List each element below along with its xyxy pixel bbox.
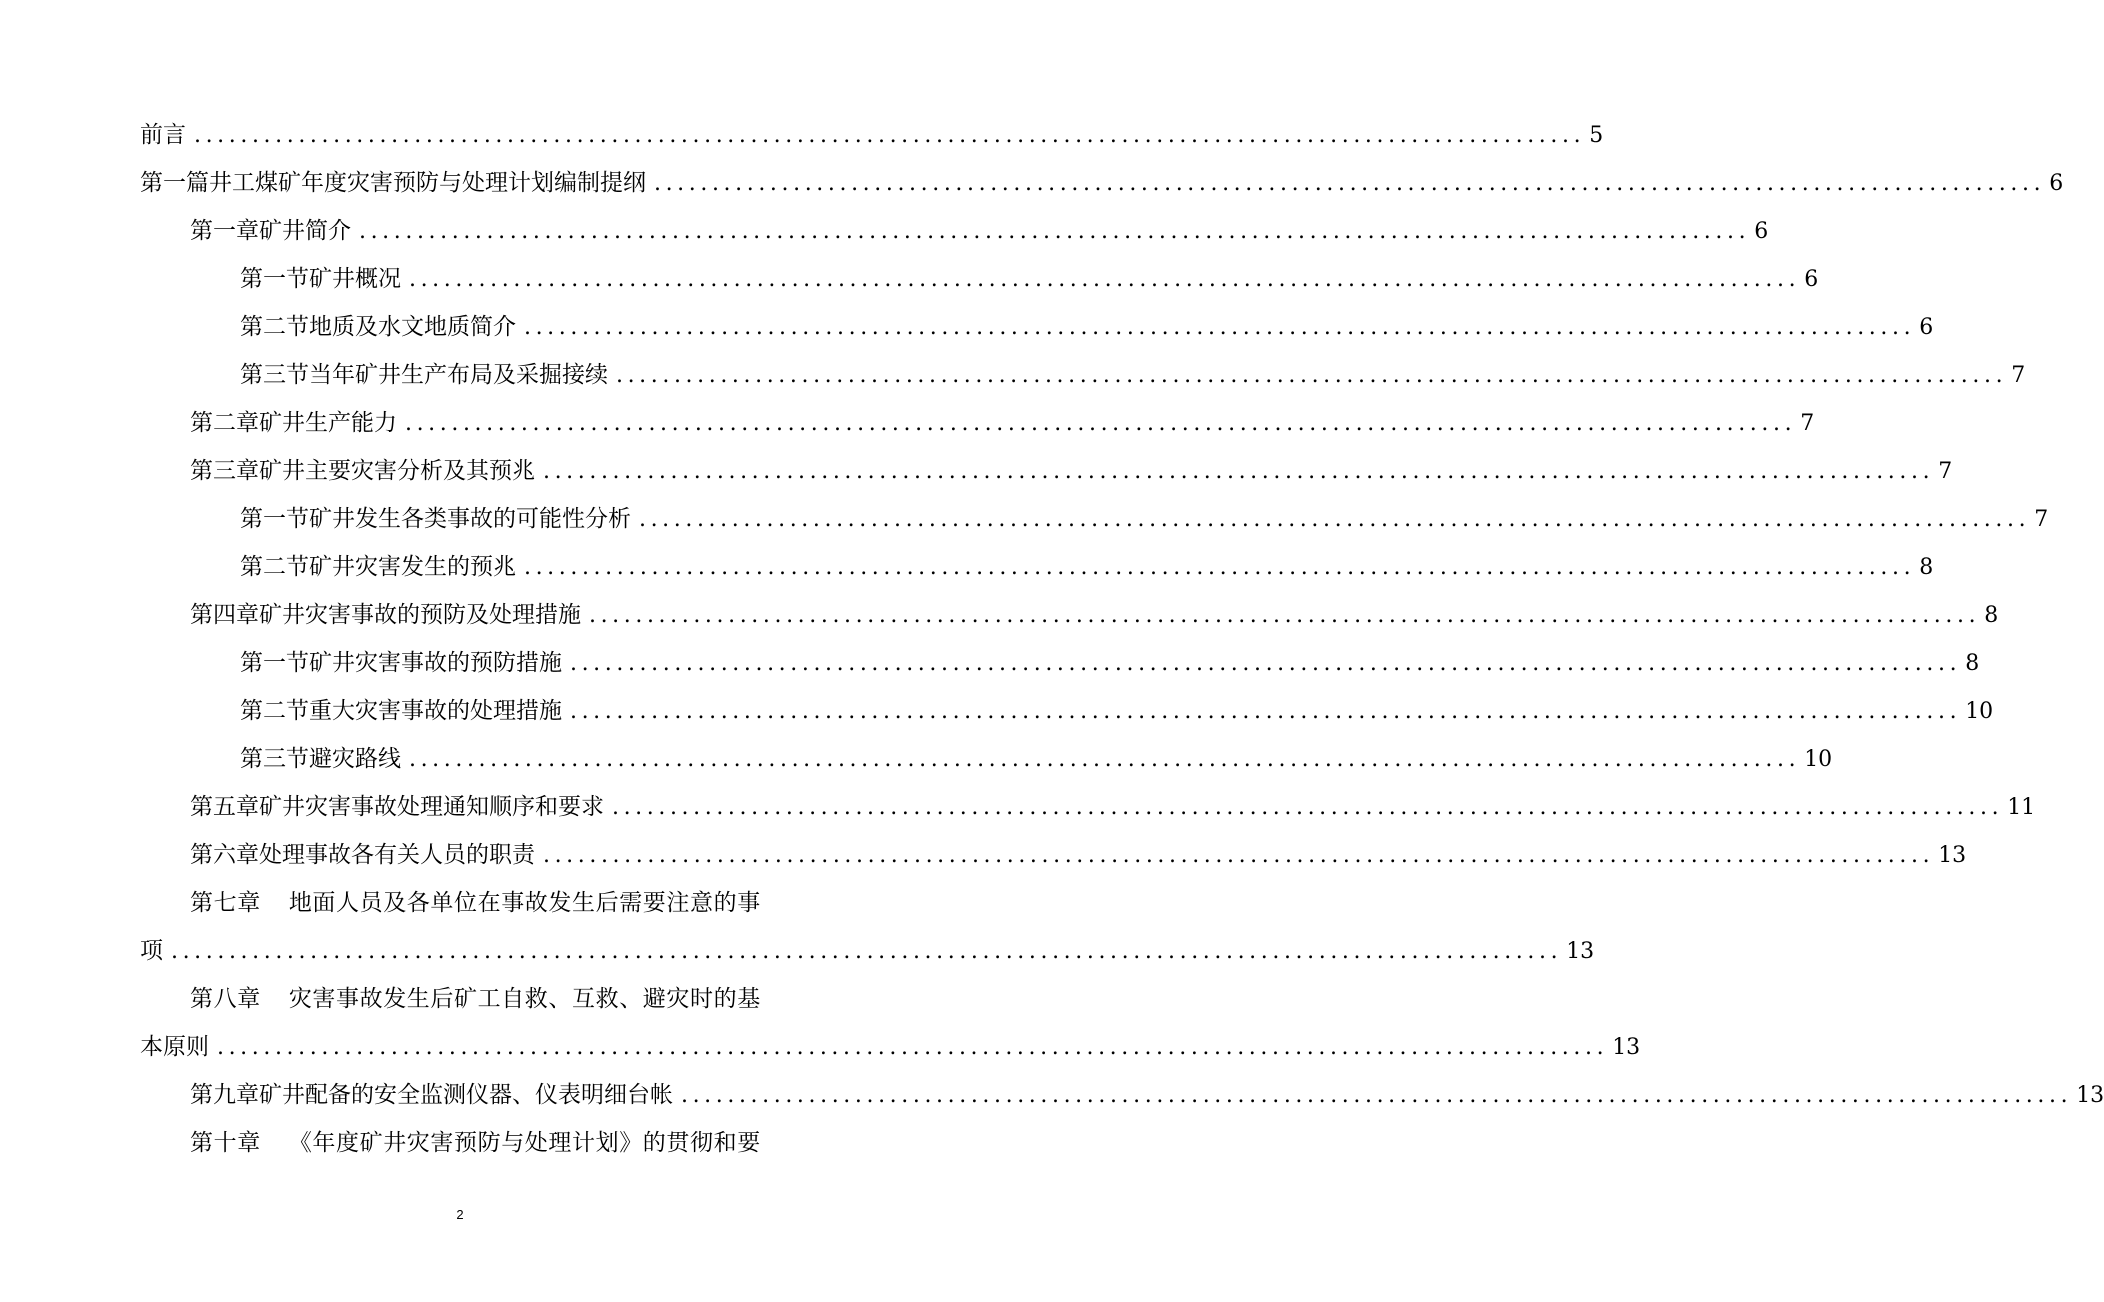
toc-leader: ........................................................................................................................	[654, 171, 2046, 196]
toc-entry[interactable]	[140, 207, 1769, 255]
toc-label: 第八章	[190, 986, 261, 1012]
toc-page-number: 8	[1965, 651, 1980, 676]
toc-entry[interactable]	[140, 495, 2049, 543]
toc-title: 避灾路线	[309, 746, 401, 772]
toc-leader: ........................................................................................................................	[524, 555, 1916, 580]
toc-leader: ........................................................................................................................	[570, 699, 1962, 724]
toc-page-number: 6	[1804, 267, 1819, 292]
toc-title: 本原则	[140, 1034, 209, 1060]
toc-label: 第二章	[190, 410, 259, 436]
toc-entry[interactable]	[140, 303, 1934, 351]
toc-label: 第二节	[240, 554, 309, 580]
toc-label: 第二节	[240, 314, 309, 340]
toc-title: 矿井生产能力	[259, 410, 397, 436]
toc-label: 第三节	[240, 746, 309, 772]
toc-entry[interactable]	[140, 1119, 780, 1167]
toc-page-number: 7	[1938, 459, 1953, 484]
toc-entry[interactable]	[140, 639, 1980, 687]
toc-leader: ........................................................................................................................	[217, 1035, 1609, 1060]
toc-leader: ........................................................................................................................	[524, 315, 1916, 340]
toc-title: 矿井概况	[309, 266, 401, 292]
toc-label: 第三节	[240, 362, 309, 388]
toc-page-number: 7	[2011, 363, 2026, 388]
toc-title: 矿井发生各类事故的可能性分析	[309, 506, 631, 532]
toc-leader: ........................................................................................................................	[543, 459, 1935, 484]
toc-page-number: 13	[1566, 939, 1595, 964]
toc-entry-continuation[interactable]	[140, 927, 1595, 975]
toc-label: 第五章	[190, 794, 259, 820]
toc-page-number: 7	[1800, 411, 1815, 436]
toc-entry[interactable]	[140, 687, 1994, 735]
toc-leader: ........................................................................................................................	[194, 123, 1586, 148]
toc-page-number: 8	[1984, 603, 1999, 628]
toc-entry[interactable]	[140, 255, 1819, 303]
toc-label: 第一节	[240, 266, 309, 292]
toc-title: 矿井灾害事故的预防及处理措施	[259, 602, 581, 628]
toc-label: 第一节	[240, 650, 309, 676]
toc-label: 第六章	[190, 842, 259, 868]
toc-entry[interactable]	[140, 975, 780, 1023]
toc-label: 言	[163, 122, 186, 148]
toc-leader: ........................................................................................................................	[616, 363, 2008, 388]
toc-label: 第四章	[190, 602, 259, 628]
toc-page-number: 6	[1754, 219, 1769, 244]
toc-title: 地质及水文地质简介	[309, 314, 516, 340]
toc-leader: ........................................................................................................................	[570, 651, 1962, 676]
toc-entry[interactable]	[140, 735, 1833, 783]
toc-entry[interactable]	[140, 399, 1815, 447]
toc-title: 矿井配备的安全监测仪器、仪表明细台帐	[259, 1082, 673, 1108]
toc-label: 第一篇	[140, 170, 209, 196]
toc-title: 重大灾害事故的处理措施	[309, 698, 562, 724]
toc-leader: ........................................................................................................................	[589, 603, 1981, 628]
toc-entry[interactable]	[140, 351, 2026, 399]
toc-title: 灾害事故发生后矿工自救、互救、避灾时的基	[288, 986, 761, 1012]
toc-label: 前	[140, 122, 163, 148]
toc-entry[interactable]	[140, 1071, 2104, 1119]
toc-page-number: 13	[1938, 843, 1967, 868]
toc-page-number: 6	[2049, 171, 2064, 196]
toc-leader: ........................................................................................................................	[405, 411, 1797, 436]
toc-leader: ........................................................................................................................	[409, 267, 1801, 292]
toc-label: 第九章	[190, 1082, 259, 1108]
toc-leader: ........................................................................................................................	[612, 795, 2004, 820]
toc-entry[interactable]	[140, 831, 1967, 879]
toc-title: 当年矿井生产布局及采掘接续	[309, 362, 608, 388]
toc-leader: ........................................................................................................................	[639, 507, 2031, 532]
toc-leader: ........................................................................................................................	[359, 219, 1751, 244]
toc-label: 第三章	[190, 458, 259, 484]
toc-entry[interactable]	[140, 447, 1953, 495]
toc-label: 第七章	[190, 890, 261, 916]
toc-leader: ........................................................................................................................	[681, 1083, 2073, 1108]
toc-title: 处理事故各有关人员的职责	[259, 842, 535, 868]
toc-entry-continuation[interactable]	[140, 1023, 1641, 1071]
toc-label: 第一节	[240, 506, 309, 532]
toc-leader: ........................................................................................................................	[543, 843, 1935, 868]
toc-page-number: 7	[2034, 507, 2049, 532]
toc-label: 第十章	[190, 1130, 261, 1156]
toc-page-number: 13	[1612, 1035, 1641, 1060]
toc-page-number: 10	[1804, 747, 1833, 772]
toc-title: 矿井主要灾害分析及其预兆	[259, 458, 535, 484]
toc-entry[interactable]	[140, 879, 780, 927]
toc-title: 《年度矿井灾害预防与处理计划》的贯彻和要	[288, 1130, 761, 1156]
toc-page-number: 13	[2076, 1083, 2104, 1108]
toc-title: 矿井灾害事故处理通知顺序和要求	[259, 794, 604, 820]
toc-title: 项	[140, 938, 163, 964]
toc-page-number: 10	[1965, 699, 1994, 724]
table-of-contents	[140, 111, 2104, 1167]
toc-page-number: 8	[1919, 555, 1934, 580]
toc-title: 地面人员及各单位在事故发生后需要注意的事	[288, 890, 761, 916]
toc-entry[interactable]	[140, 783, 2036, 831]
toc-title: 矿井灾害事故的预防措施	[309, 650, 562, 676]
toc-entry[interactable]	[140, 591, 1999, 639]
toc-entry[interactable]	[140, 159, 2064, 207]
toc-page-number: 5	[1589, 123, 1604, 148]
toc-leader: ........................................................................................................................	[409, 747, 1801, 772]
toc-label: 第二节	[240, 698, 309, 724]
toc-label: 第一章	[190, 218, 259, 244]
toc-title: 矿井简介	[259, 218, 351, 244]
toc-title: 矿井灾害发生的预兆	[309, 554, 516, 580]
toc-entry[interactable]	[140, 543, 1934, 591]
toc-title: 井工煤矿年度灾害预防与处理计划编制提纲	[209, 170, 646, 196]
toc-leader: ........................................................................................................................	[171, 939, 1563, 964]
toc-page-number: 6	[1919, 315, 1934, 340]
page-number-footer: 2	[456, 1207, 464, 1222]
toc-entry-preface[interactable]	[140, 111, 1604, 159]
toc-page-number: 11	[2007, 795, 2036, 820]
